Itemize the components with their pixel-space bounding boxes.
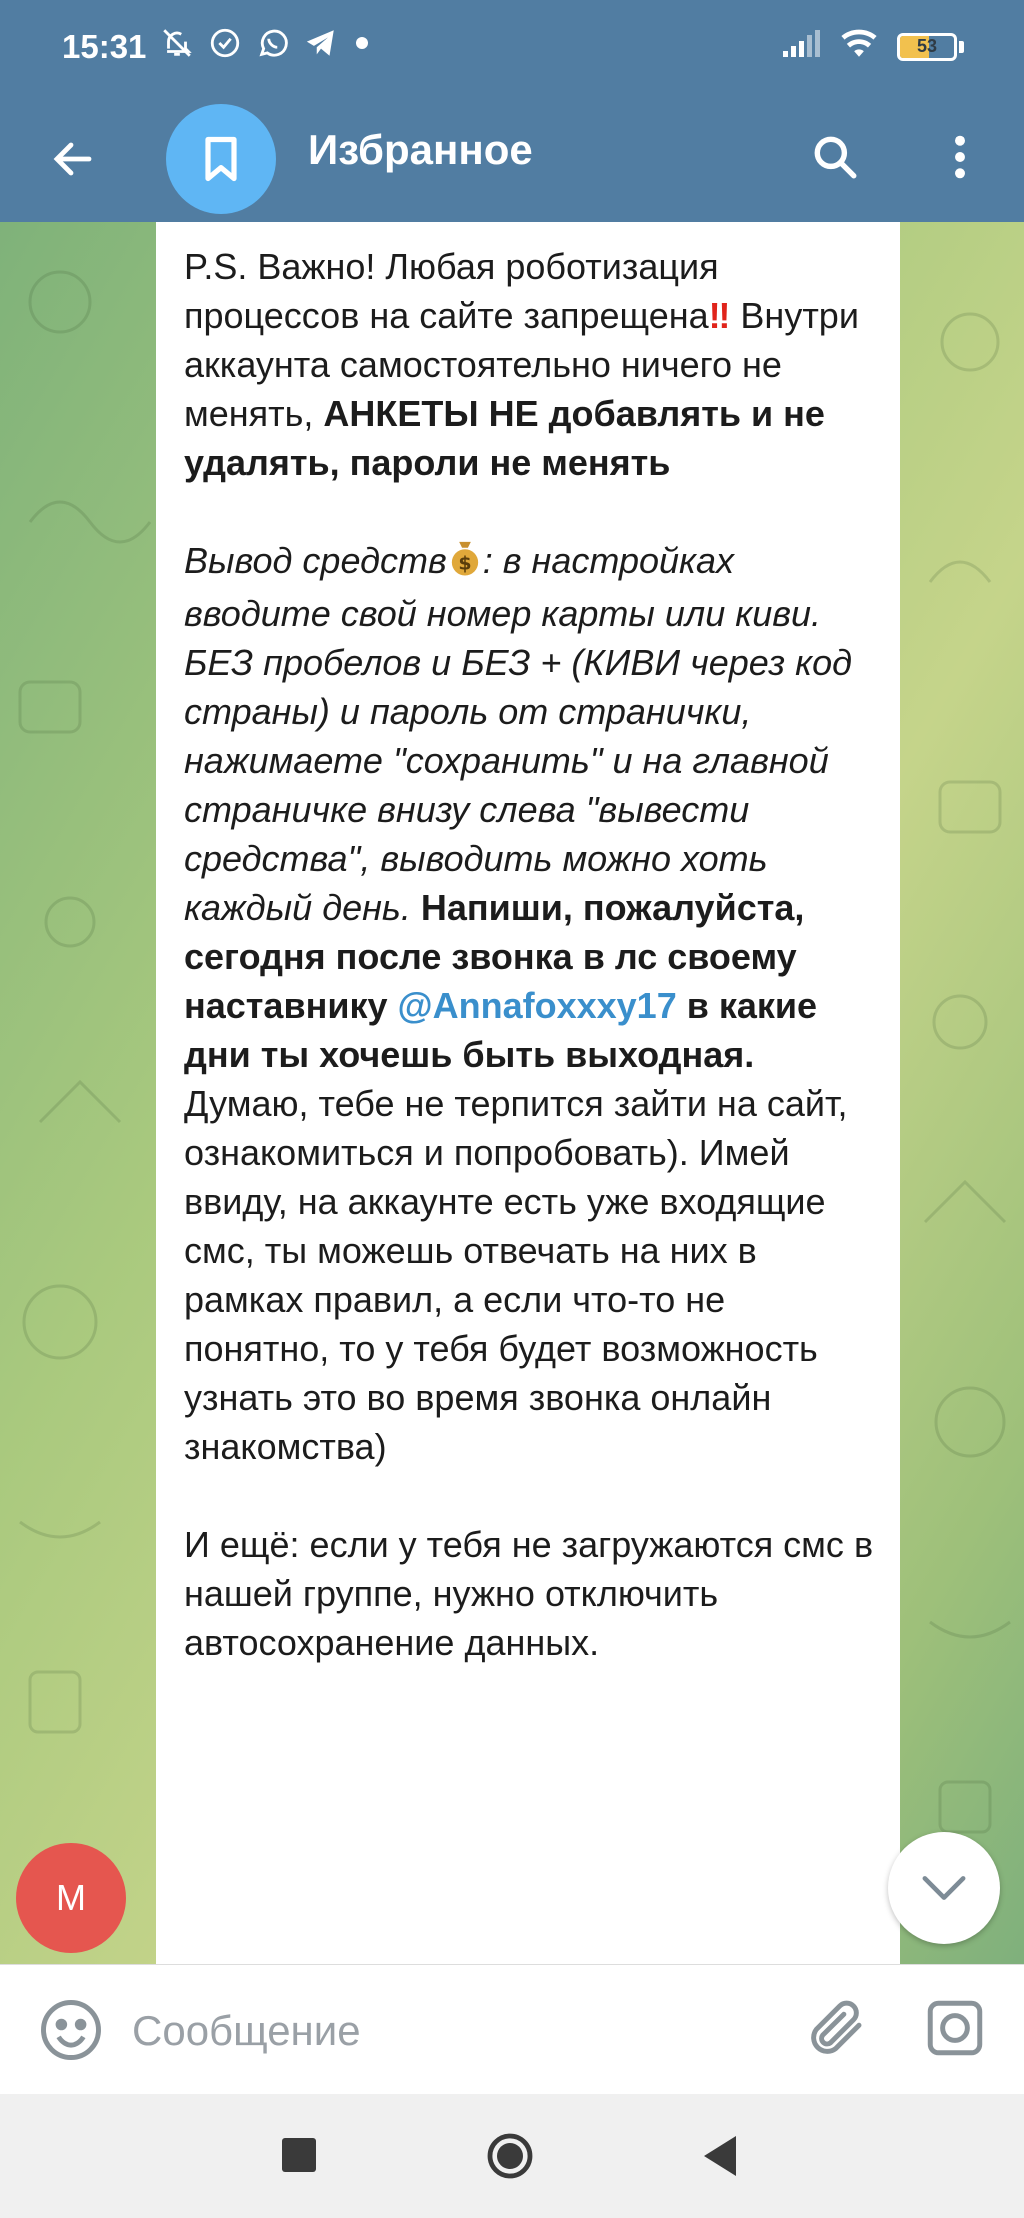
more-options-button[interactable] [930,122,990,192]
nav-back-button[interactable] [700,2134,740,2178]
paragraph-gap [184,487,876,536]
more-vertical-icon [952,134,968,180]
telegram-icon [304,26,338,65]
emoji-button[interactable] [38,1997,104,2063]
message-paragraph-2 [184,536,876,1471]
triangle-back-icon [700,2134,740,2178]
battery-icon [897,33,957,61]
message-bold-text: АНКЕТЫ НЕ добавлять и не удалять, пароли не менять [184,393,825,483]
message-paragraph-3: И ещё: если у тебя не загружаются смс в нашей группе, нужно отключить автосохранение данных. [184,1524,874,1663]
search-button[interactable] [800,122,870,192]
svg-text:$: $ [458,552,472,575]
battery-level: 53 [916,36,938,56]
message-text: Думаю, тебе не терпится зайти на сайт, ознакомиться и попробовать). Имей ввиду, на аккаунте есть уже входящие смс, ты можешь отвечать на них в рамках правил, а если что-то не понятно, то у тебя будет возможность узнать это во время звонка онлайн знакомства) [184,1083,848,1467]
money-bag-icon [447,539,483,589]
check-circle-icon [208,26,242,65]
dot-icon [352,33,372,58]
attach-button[interactable] [804,1995,874,2065]
message-italic-text: : в настройках вводите свой номер карты или киви. БЕЗ пробелов и БЕЗ + (КИВИ через код страны) и пароль от странички, нажимаете "сохранить" и на главной страничке внизу слева "вывести средства", выводить можно хоть каждый день. [184,540,853,928]
chat-header [0,96,1024,222]
whatsapp-icon [256,26,290,65]
bookmark-icon [195,133,247,185]
battery-tip [959,41,964,53]
paperclip-icon [804,1995,870,2061]
message-text: P.S. Важно! Любая роботизация процессов на сайте запрещена [184,246,719,336]
smiley-icon [38,1997,104,2063]
chevron-down-icon [921,1873,967,1903]
home-button[interactable] [486,2132,534,2180]
status-bar [0,0,1024,96]
system-nav-bar [0,2094,1024,2218]
message-input[interactable] [130,1995,774,2067]
chat-avatar[interactable] [166,104,276,214]
chat-title[interactable]: Избранное [308,126,533,173]
message-bold-text: в какие дни ты хочешь быть выходная. [184,985,818,1075]
chat-area[interactable] [0,222,1024,1964]
message-text: Внутри аккаунта самостоятельно ничего не менять, [184,295,859,434]
wifi-icon [839,28,879,65]
scroll-down-button[interactable] [888,1832,1000,1944]
camera-icon [922,1995,988,2061]
message-bubble[interactable] [156,222,900,1964]
system-icons [781,28,964,65]
home-circle-icon [486,2132,534,2180]
message-paragraph-1 [184,242,876,487]
search-icon [810,132,860,182]
message-composer [0,1964,1024,2095]
bell-off-icon [160,26,194,65]
signal-icon [781,29,821,64]
paragraph-gap [184,1471,876,1520]
status-time: 15:31 [62,28,147,65]
user-avatar[interactable] [16,1843,126,1953]
message-bold-text: Напиши, пожалуйста, сегодня после звонка в лс своему наставнику [184,887,805,1026]
back-button[interactable] [40,126,106,192]
double-exclamation-emoji: ‼ [708,295,731,336]
arrow-left-icon [49,135,97,183]
message-italic-text: Вывод средств [184,540,447,581]
notification-icons [160,26,372,65]
camera-button[interactable] [922,1995,992,2065]
mention-link[interactable]: @Annafoxxxy17 [397,985,677,1026]
recents-button[interactable] [282,2138,316,2172]
avatar-letter: M [56,1877,86,1918]
